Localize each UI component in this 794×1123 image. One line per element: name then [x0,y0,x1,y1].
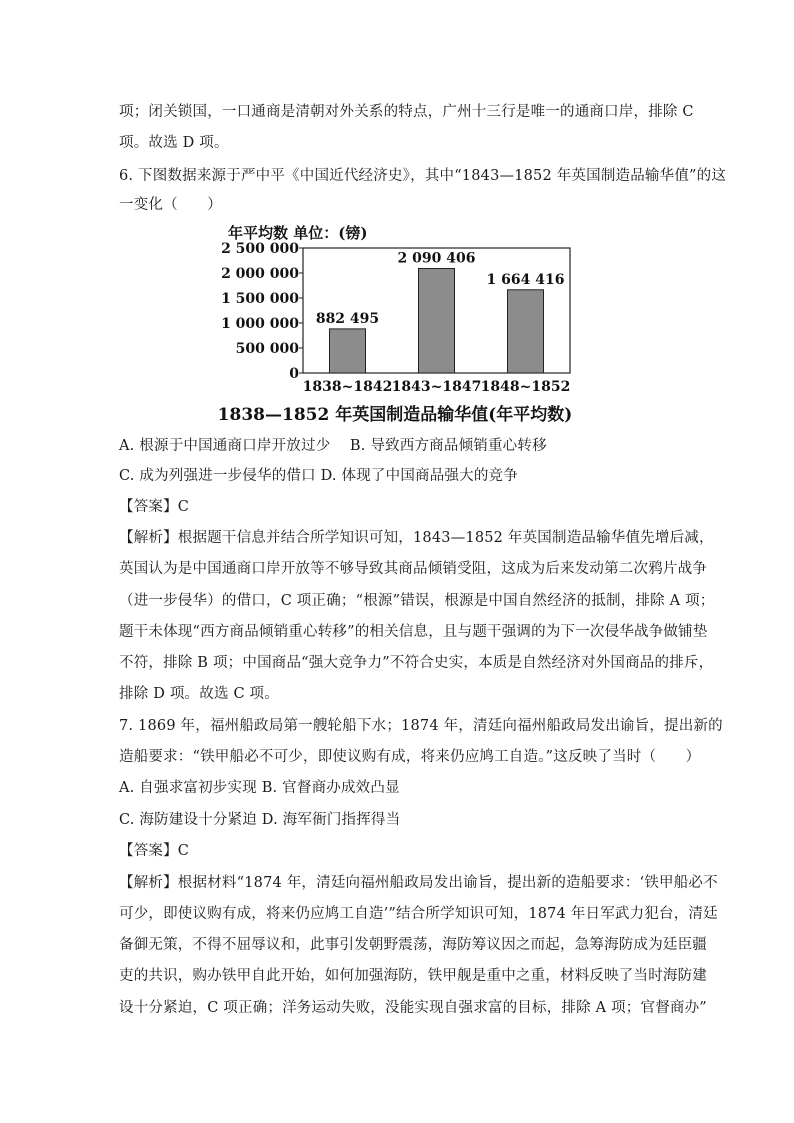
question-7-options: C. 海防建设十分紧迫 D. 海军衙门指挥得当 [119,812,401,828]
bar [508,290,544,373]
x-tick-label: 1838~1842 [302,379,393,395]
question-6-analysis: 英国认为是中国通商口岸开放等不够导致其商品倾销受阻，这成为后来发动第二次鸦片战争 [119,561,707,577]
y-tick-label: 500 000 [235,341,299,357]
question-6-analysis: 【解析】根据题干信息并结合所学知识可知，1843—1852 年英国制造品输华值先增后减， [119,530,714,546]
question-6-stem: 一变化（ ） [119,197,222,213]
bar-value-label: 2 090 406 [397,250,476,267]
y-tick-label: 1 500 000 [221,291,299,307]
bar-chart [170,216,620,431]
y-tick-label: 2 000 000 [221,266,299,282]
bar-chart-svg [170,216,620,431]
bar [330,329,366,373]
question-6-stem: 6. 下图数据来源于严中平《中国近代经济史》，其中“1843—1852 年英国制造品输华值”的这 [119,168,727,184]
question-7-analysis: 备御无策，不得不屈辱议和，此事引发朝野震荡，海防筹议因之而起，急筹海防成为廷臣疆 [119,937,707,953]
x-tick-label: 1843~1847 [391,379,482,395]
question-7-stem: 造船要求：“铁甲船必不可少，即使议购有成，将来仍应鸠工自造。”这反映了当时（ ） [119,749,701,765]
y-tick-label: 1 000 000 [221,316,299,332]
bar-value-label: 1 664 416 [486,271,565,288]
x-tick-label: 1848~1852 [480,379,571,395]
question-6-answer: 【答案】C [119,499,190,515]
chart-title: 1838—1852 年英国制造品输华值(年平均数) [217,405,573,425]
bar-value-label: 882 495 [315,310,380,327]
question-7-answer: 【答案】C [119,843,190,859]
question-7-analysis: 设十分紧迫，C 项正确；洋务运动失败，没能实现自强求富的目标，排除 A 项；官督商办” [119,1000,707,1016]
y-tick-label: 0 [289,366,299,382]
question-6-options: A. 根源于中国通商口岸开放过少 B. 导致西方商品倾销重心转移 [119,438,547,454]
bar [419,268,455,373]
question-7-analysis: 【解析】根据材料“1874 年，清廷向福州船政局发出谕旨，提出新的造船要求：‘铁甲船必不 [119,875,718,891]
question-6-analysis: 题干未体现“西方商品倾销重心转移”的相关信息，且与题干强调的为下一次侵华战争做铺垫 [119,624,708,640]
chart-ylabel: 年平均数 单位：(镑) [228,224,368,242]
question-6-analysis: 不符，排除 B 项；中国商品“强大竞争力”不符合史实，本质是自然经济对外国商品的排斥， [119,655,714,671]
text-line: 项；闭关锁国，一口通商是清朝对外关系的特点，广州十三行是唯一的通商口岸，排除 C [119,104,694,120]
question-6-analysis: （进一步侵华）的借口，C 项正确；“根源”错误，根源是中国自然经济的抵制，排除 A 项； [119,593,715,609]
question-7-stem: 7. 1869 年，福州船政局第一艘轮船下水；1874 年，清廷向福州船政局发出谕旨，提出新的 [119,718,723,734]
question-7-analysis: 吏的共识，购办铁甲自此开始，如何加强海防，铁甲舰是重中之重，材料反映了当时海防建 [119,968,707,984]
question-7-analysis: 可少，即使议购有成，将来仍应鸠工自造’”结合所学知识可知，1874 年日军武力犯台，清廷 [119,906,718,922]
y-tick-label: 2 500 000 [221,241,299,257]
question-7-options: A. 自强求富初步实现 B. 官督商办成效凸显 [119,780,400,796]
question-6-options: C. 成为列强进一步侵华的借口 D. 体现了中国商品强大的竞争 [119,468,518,484]
text-line: 项。故选 D 项。 [119,135,229,151]
question-6-analysis: 排除 D 项。故选 C 项。 [119,686,279,702]
